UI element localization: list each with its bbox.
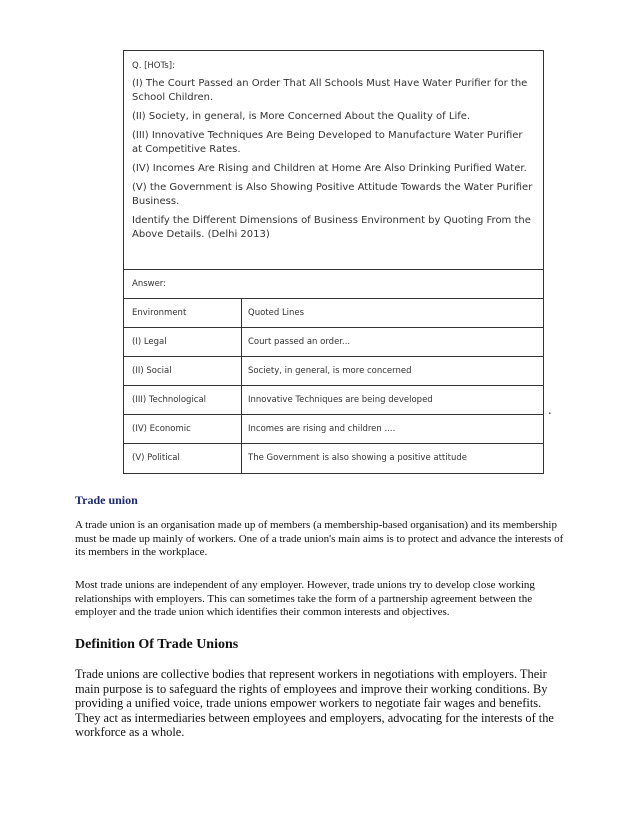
table-cell: Court passed an order...	[248, 337, 351, 347]
paragraph: Trade unions are collective bodies that represent workers in negotiations with employers. Their main purpose is to safeguard the rights of employees and improve their working conditions. By providing a unified voice, trade unions empower workers to negotiate fair wages and benefits. They act as intermediaries between employees and employers, advocating for the interests of the workforce as a whole.	[75, 667, 554, 740]
question-line: (V) the Government is Also Showing Positive Attitude Towards the Water Purifier Business.	[132, 182, 533, 207]
table-row	[124, 415, 543, 444]
table-cell: Incomes are rising and children ....	[248, 424, 396, 434]
question-line: (III) Innovative Techniques Are Being Developed to Manufacture Water Purifier at Competitive Rates.	[132, 130, 523, 155]
table-cell: The Government is also showing a positive attitude	[248, 453, 467, 463]
paragraph: Most trade unions are independent of any employer. However, trade unions try to develop close working relationships with employers. This can sometimes take the form of a partnership agreement between the employer and the trade union which identifies their common interests and objectives.	[75, 579, 535, 618]
question-line: (I) The Court Passed an Order That All Schools Must Have Water Purifier for the School Children.	[132, 78, 528, 103]
paragraph: A trade union is an organisation made up of members (a membership-based organisation) and its membership must be made up mainly of workers. One of a trade union's main aims is to protect and advance the interests of its members in the workplace.	[75, 519, 564, 558]
table-header-row	[124, 299, 543, 328]
column-header-quoted-lines: Quoted Lines	[248, 308, 305, 318]
question-answer-table	[123, 50, 544, 474]
section-heading-trade-union: Trade union	[75, 493, 138, 507]
table-cell: (V) Political	[124, 444, 242, 473]
answer-label: Answer:	[124, 270, 543, 299]
question-block	[124, 51, 543, 270]
question-line: (II) Society, in general, is More Concerned About the Quality of Life.	[132, 111, 471, 122]
table-cell: (III) Technological	[124, 386, 242, 414]
table-cell: Innovative Techniques are being developed	[248, 395, 433, 405]
section-heading-definition: Definition Of Trade Unions	[75, 637, 239, 652]
table-cell: (IV) Economic	[124, 415, 242, 443]
table-row	[124, 386, 543, 415]
stray-mark: .	[548, 403, 552, 418]
table-row	[124, 444, 543, 473]
table-row	[124, 328, 543, 357]
table-cell: (I) Legal	[124, 328, 242, 356]
question-line: (IV) Incomes Are Rising and Children at Home Are Also Drinking Purified Water.	[132, 163, 527, 174]
table-row	[124, 357, 543, 386]
question-line: Identify the Different Dimensions of Business Environment by Quoting From the Above Details. (Delhi 2013)	[132, 215, 531, 240]
question-label: Q. [HOTs]:	[132, 61, 175, 71]
table-cell: Society, in general, is more concerned	[248, 366, 412, 376]
column-header-environment: Environment	[124, 299, 242, 327]
table-cell: (II) Social	[124, 357, 242, 385]
